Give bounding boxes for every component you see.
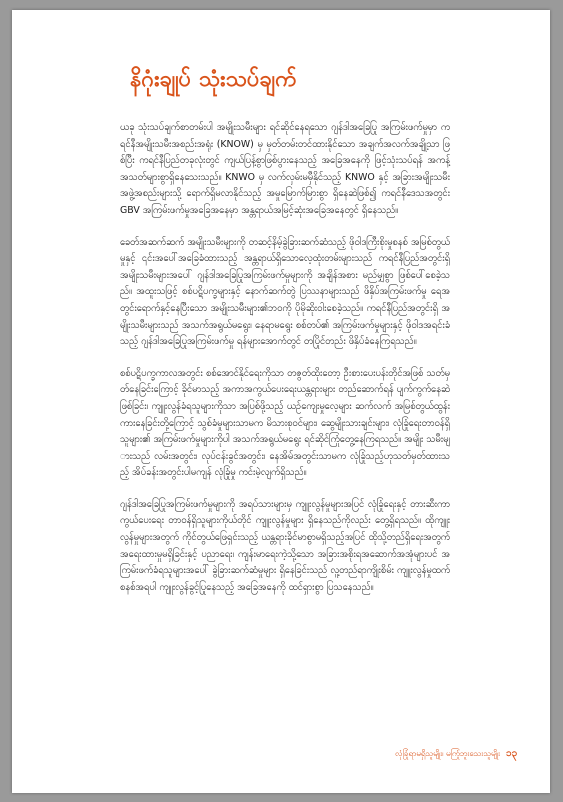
footer-text: လုံခြုံရာမရှိသူမျိုး၊ မကြုံဘူးသေးသူမျိုး xyxy=(395,748,500,758)
page-number: ၁၃ xyxy=(505,748,518,759)
page-footer xyxy=(395,746,517,761)
paragraph: စစ်ပဋိပက္ခကာလအတွင်း စစ်အောင်နိုင်ရေးကိုသာ တဇွတ်ထိုးတော့ ဦးစားပေးပန်းတိုင်အဖြစ် သတ်မှတ်နေခြင်းကြောင့် ခိုင်မာသည့် အကာအကွယ်ပေးရေးယန္တရားများ တည်ဆောက်ရန် ပျက်ကွက်နေဆဲဖြစ်ခြင်း၊ ကျူးလွန်ခံရသူများကိုသာ အပြစ်ဖို့သည့် ယဉ်ကျေးမှုလေ့များ ဆက်လက် အမြစ်တွယ်ထွန်းကားနေခြင်းတို့ကြောင့် သွစ်ခံမှုများသာမက မိသားစုဝင်များ၊ ဆွေမျိုးသားချင်းများ၊ လုံခြုံရေးတာဝန်ရှိသူများ၏ အကြမ်းဖက်မှုများကိုပါ အသက်အရွယ်မရွေး ရင်ဆိုင်ကြုံတွေ့နေကြရသည်။ အမျိုး သမီးများသည် လမ်းအတွင်း၊ လုပ်ငန်းခွင်အတွင်း၊ နေအိမ်အတွင်းသာမက လုံခြုံသည့်ဟုသတ်မှတ်ထားသည့် အိပ်ခန်းအတွင်းပါမကျန် လုံခြုံမှု ကင်းမဲ့လျက်ရှိသည်။ xyxy=(120,367,450,479)
body-text xyxy=(120,120,450,611)
page-title: နိဂုံးချုပ် သုံးသပ်ချက် xyxy=(130,67,297,92)
document-page xyxy=(12,10,550,793)
paragraph: ယခု သုံးသပ်ချက်စာတမ်းပါ အမျိုးသမီးများ ရင်ဆိုင်နေရသော ဂျန်ဒါအခြေပြု အကြမ်းဖက်မှုမှာ ကရင်နီအမျိုးသမီးအစည်းအရုံး (KNOW) မှ မှတ်တမ်းတင်ထားနိုင်သော အချက်အလက်အချို့သာ ဖြစ်ပြီး ကရင်နီပြည်တခုလုံးတွင် ကျယ်ပြန့်စွာဖြစ်ပွားနေသည့် အခြေအနေကို ဖြင့်သုံးသပ်ရန် အကန့်အသတ်များစွာရှိနေသေးသည်။ KNWO မှ လက်လှမ်းမမှီနိုင်သည့် KNWO နှင့် အခြားအမျိုးသမီးအဖွဲ့အစည်းများသို့ ရောက်ရှိမလာနိုင်သည့် အမှုမြောက်မြားစွာ ရှိနေဆဲဖြစ်၍ ကရင်နီဒေသအတွင်း GBV အကြမ်းဖက်မှုအခြေအနေမှာ အန္တရာယ်အမြင့်ဆုံးအခြေအနေတွင် ရှိနေသည်။ xyxy=(120,122,450,216)
paragraph: ခေတ်အဆက်ဆက် အမျိုးသမီးများကို တဆင့်နိမ့်ခွဲခြားဆက်ဆံသည့် ဖိုဝါဒကြီးစိုးမှုစနစ် အမြစ်တွယ်မှုနှင့် ၎င်းအပေါ်အခြေခံထားသည့် အန္တရာယ်ရှိသောလေ့ထုံးတမ်းများသည် ကရင်နီပြည်အတွင်းရှိ အမျိုးသမီးများအပေါ် ဂျန်ဒါအခြေပြုအကြမ်းဖက်မှုများကို အချိန်အစား မည်မျှစွာ ဖြစ်ပေါ်စေခဲ့သည်။ အထူးသဖြင့် စစ်ပဋိပက္ခများနှင့် နောက်ဆက်တွဲ ပြဿနာများသည် ဖိနှိပ်အကြမ်းဖက်မှု ရေအတွင်းရောက်နှင့်နေပြီးသော အမျိုးသမီးများ၏ဘဝကို ပိုမိုဆိုးဝါးစေခဲ့သည်။ ကရင်နီပြည်အတွင်းရှိ အမျိုးသမီးများသည် အသက်အရွယ်မရွေး၊ နေရာမရွေး စစ်တပ်၏ အကြမ်းဖက်မှုများနှင့် ဖိုဝါဒအရင်းခံသည့် ဂျန်ဒါအခြေပြုအကြမ်းဖက်မှု ရန်များအောက်တွင် တပြိုင်တည်း ဖိနှိပ်ခံနေကြရသည်။ xyxy=(120,236,450,348)
paragraph: ဂျန်ဒါအခြေပြုအကြမ်းဖက်မှုများကို အရပ်သားများမှ ကျူးလွန်မှုများအပြင် လုံခြုံရေးနှင့် တားဆီးကာကွယ်ပေးရေး တာဝန်ရှိသူများကိုယ်တိုင် ကျူးလွန်မှုများ ရှိနေသည်ကိုလည်း တွေ့ရှိရသည်။ ထိုကျူးလွန်မှုများအတွက် ကိုင်တွယ်ဖြေရှင်းသည့် ယန္တရားခိုင်မာစွာမရှိသည့်အပြင် ထိုသို့တည်ရှိရေးအတွက် အရေးထားမှုမရှိခြင်းနှင့် ပညာရေး၊ ကျန်းမာရေးကဲ့သို့သော အခြားအစိုးရအဆောက်အအုံများပင် အကြမ်းဖက်ခံရသူများအပေါ် ခွဲခြားဆက်ဆံမှုများ ရှိနေခြင်းသည် လူ့တည်ရာကျိုးစိမ်း ကျူးလွန်မှုထက် စနစ်အရပါ ကျူးလွန်ခွင့်ပြုနေသည့် အခြေအနေကို ထင်ရှားစွာ ပြသနေသည်။ xyxy=(120,498,450,593)
